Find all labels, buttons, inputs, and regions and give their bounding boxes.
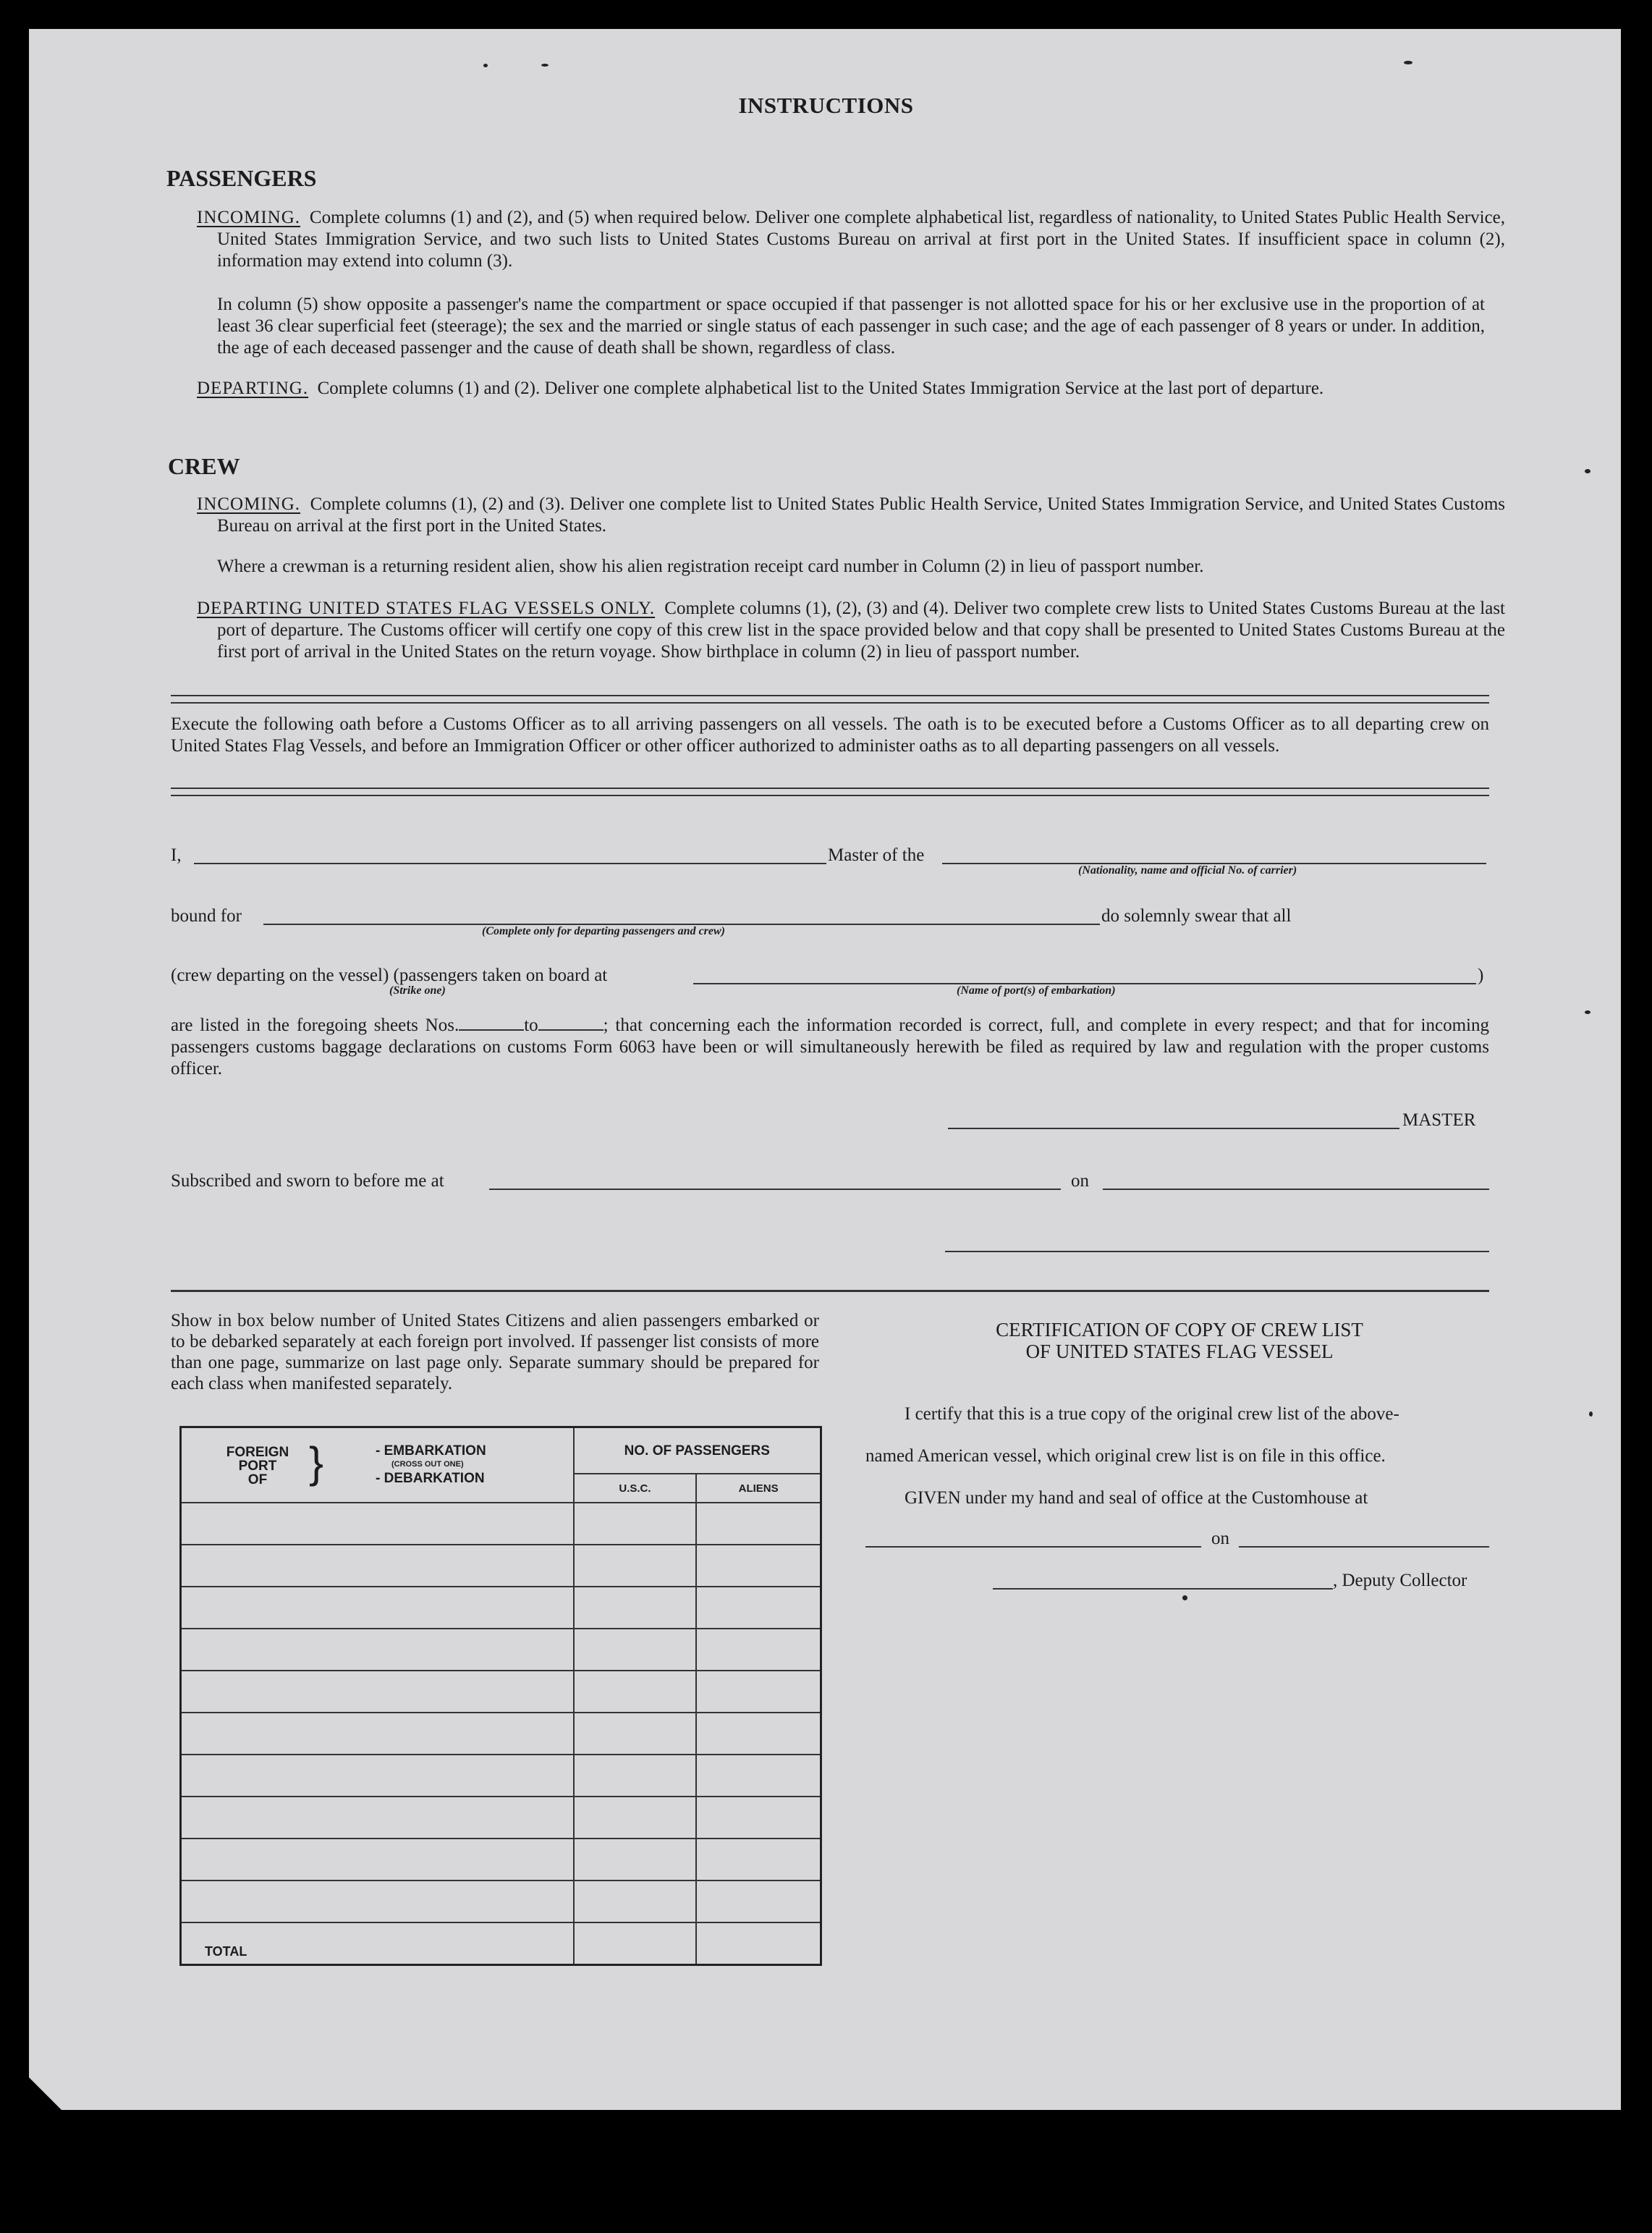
scan-speck — [1182, 1595, 1187, 1600]
port-hint: (Name of port(s) of embarkation) — [957, 984, 1116, 997]
certification-on-label: on — [1211, 1529, 1229, 1548]
listed-text: ; that concerning each the information recorded is correct, full, and complete in every respect; and that for incoming passengers customs baggage declarations on customs Form 6063 have been or will simultaneously herewith be filed as required by law and regulation with the proper customs officer. — [171, 1016, 1489, 1078]
passengers-departing-paragraph — [197, 378, 1505, 400]
deputy-signature-field[interactable] — [993, 1588, 1333, 1590]
usc-cell[interactable] — [574, 1839, 697, 1880]
master-label: MASTER — [1402, 1110, 1476, 1130]
passengers-departing-label: DEPARTING. — [197, 379, 309, 398]
usc-cell[interactable] — [574, 1713, 697, 1755]
bound-for-label: bound for — [171, 906, 242, 926]
master-name-field[interactable] — [194, 863, 826, 864]
strike-one-hint: (Strike one) — [389, 984, 446, 997]
sheet-to-field[interactable] — [538, 1016, 603, 1031]
crew-resident-paragraph: Where a crewman is a returning resident alien, show his alien registration receipt card number in Column (2) in lieu of passport number. — [217, 557, 1204, 576]
debarkation-label: - DEBARKATION — [376, 1471, 485, 1486]
certification-title-2: OF UNITED STATES FLAG VESSEL — [1025, 1341, 1334, 1362]
usc-cell[interactable] — [574, 1629, 697, 1671]
aliens-cell[interactable] — [696, 1587, 821, 1629]
port-cell[interactable] — [181, 1503, 574, 1545]
section-rule — [171, 1290, 1489, 1292]
crew-departing-paragraph — [197, 598, 1505, 663]
usc-cell[interactable] — [574, 1503, 697, 1545]
summary-instruction: Show in box below number of United States Citizens and alien passengers embarked or to be debarked separately at each foreign port involved. If passenger list consists of more than one page, summarize on last page only. Separate summary should be prepared for each class when manifested separately. — [171, 1311, 819, 1393]
scan-speck — [1589, 1411, 1593, 1417]
scan-speck — [1585, 469, 1590, 473]
passengers-incoming-label: INCOMING. — [197, 208, 301, 227]
total-label: TOTAL — [181, 1922, 574, 1964]
port-cell[interactable] — [181, 1755, 574, 1797]
double-rule-bottom — [171, 788, 1489, 796]
bound-for-hint: (Complete only for departing passengers and crew) — [482, 925, 725, 937]
aliens-cell[interactable] — [696, 1880, 821, 1922]
aliens-total-cell[interactable] — [696, 1922, 821, 1964]
usc-cell[interactable] — [574, 1755, 697, 1797]
crew-departing-oath-label: (crew departing on the vessel) (passengers taken on board at — [171, 966, 608, 985]
master-signature-field[interactable] — [948, 1128, 1399, 1129]
nationality-hint: (Nationality, name and official No. of carrier) — [1078, 864, 1297, 877]
usc-cell[interactable] — [574, 1671, 697, 1713]
page-title: INSTRUCTIONS — [738, 93, 914, 118]
aliens-cell[interactable] — [696, 1503, 821, 1545]
foreign-label: FOREIGN — [226, 1445, 289, 1460]
aliens-cell[interactable] — [696, 1671, 821, 1713]
aliens-cell[interactable] — [696, 1839, 821, 1880]
passengers-heading: PASSENGERS — [166, 165, 317, 191]
usc-cell[interactable] — [574, 1880, 697, 1922]
port-cell[interactable] — [181, 1880, 574, 1922]
scan-speck — [541, 64, 548, 67]
certification-line-1: I certify that this is a true copy of the original crew list of the above- — [905, 1404, 1399, 1424]
cross-out-label: (CROSS OUT ONE) — [391, 1460, 464, 1469]
listed-paragraph — [171, 1015, 1489, 1080]
passengers-incoming-text: Complete columns (1) and (2), and (5) when required below. Deliver one complete alphabetical list, regardless of nationality, to United States Public Health Service, United States Immigration Service, and two such lists to United States Customs Bureau on arrival at first port in the United States. If insufficient space in column (2), information may extend into column (3). — [217, 208, 1506, 271]
master-of-label: Master of the — [828, 845, 925, 865]
swear-label: do solemnly swear that all — [1101, 906, 1292, 926]
sworn-place-field[interactable] — [489, 1189, 1061, 1190]
brace: } — [309, 1438, 324, 1487]
scan-speck — [1585, 1010, 1590, 1014]
passengers-departing-text: Complete columns (1) and (2). Deliver one complete alphabetical list to the United States Immigration Service at the last port of departure. — [317, 379, 1324, 398]
port-cell[interactable] — [181, 1671, 574, 1713]
certification-line-2: named American vessel, which original crew list is on file in this office. — [865, 1446, 1386, 1466]
no-of-passengers-header: NO. OF PASSENGERS — [574, 1427, 821, 1474]
crew-departing-label: DEPARTING UNITED STATES FLAG VESSELS ONLY. — [197, 599, 656, 618]
scan-speck — [483, 64, 488, 67]
crew-heading: CREW — [168, 453, 240, 479]
port-cell[interactable] — [181, 1629, 574, 1671]
port-cell[interactable] — [181, 1545, 574, 1587]
port-cell[interactable] — [181, 1713, 574, 1755]
aliens-cell[interactable] — [696, 1629, 821, 1671]
usc-cell[interactable] — [574, 1797, 697, 1839]
crew-departing-text: Complete columns (1), (2), (3) and (4). Deliver two complete crew lists to United States Customs Bureau at the last port of departure. The Customs officer will certify one copy of this crew list in the space provided below and that copy shall be presented to United States Customs Bureau at the first port of arrival in the United States on the return voyage. Show birthplace in column (2) in lieu of passport number. — [217, 599, 1506, 662]
customhouse-field[interactable] — [865, 1546, 1201, 1548]
subscribed-label: Subscribed and sworn to before me at — [171, 1171, 444, 1191]
scan-speck — [1404, 61, 1412, 64]
certification-line-3: GIVEN under my hand and seal of office at the Customhouse at — [905, 1488, 1368, 1508]
sworn-on-label: on — [1071, 1171, 1089, 1191]
port-cell[interactable] — [181, 1839, 574, 1880]
listed-prefix: are listed in the foregoing sheets Nos. — [171, 1016, 459, 1035]
aliens-cell[interactable] — [696, 1797, 821, 1839]
certification-date-field[interactable] — [1239, 1546, 1489, 1548]
port-header-cell — [181, 1427, 574, 1503]
double-rule-top — [171, 695, 1489, 704]
usc-total-cell[interactable] — [574, 1922, 697, 1964]
close-paren: ) — [1478, 966, 1484, 985]
crew-incoming-text: Complete columns (1), (2) and (3). Deliver one complete list to United States Public Health Service, United States Immigration Service, and United States Customs Bureau on arrival at the first port in the United States. — [217, 494, 1506, 536]
officer-signature-field[interactable] — [945, 1251, 1489, 1252]
passengers-incoming-paragraph — [197, 207, 1505, 272]
crew-incoming-label: INCOMING. — [197, 494, 301, 514]
passenger-summary-table — [179, 1426, 822, 1966]
oath-i-label: I, — [171, 845, 182, 865]
usc-cell[interactable] — [574, 1587, 697, 1629]
embarkation-label: - EMBARKATION — [376, 1443, 486, 1459]
sworn-date-field[interactable] — [1103, 1189, 1489, 1190]
usc-header: U.S.C. — [574, 1474, 697, 1503]
aliens-cell[interactable] — [696, 1545, 821, 1587]
crew-incoming-paragraph — [197, 494, 1505, 537]
passengers-column5-paragraph: In column (5) show opposite a passenger's name the compartment or space occupied if that passenger is not allotted space for his or her exclusive use in the proportion of at least 36 clear superficial feet (steerage); the sex and the married or single status of each passenger in such case; and the age of each passenger of 8 years or under. In addition, the age of each deceased passenger and the cause of death shall be shown, regardless of class. — [217, 295, 1485, 358]
to-label: to — [524, 1016, 538, 1035]
port-cell[interactable] — [181, 1587, 574, 1629]
port-cell[interactable] — [181, 1797, 574, 1839]
certification-title-1: CERTIFICATION OF COPY OF CREW LIST — [996, 1319, 1363, 1341]
sheet-from-field[interactable] — [459, 1016, 524, 1031]
aliens-header: ALIENS — [696, 1474, 821, 1503]
port-label: PORT — [238, 1459, 277, 1474]
aliens-cell[interactable] — [696, 1755, 821, 1797]
folded-corner — [29, 2077, 65, 2114]
of-label: OF — [247, 1472, 268, 1487]
aliens-cell[interactable] — [696, 1713, 821, 1755]
oath-instruction: Execute the following oath before a Customs Officer as to all arriving passengers on all vessels. The oath is to be executed before a Customs Officer as to all departing crew on United States Flag Vessels, and before an Immigration Officer or other officer authorized to administer oaths as to all departing passengers on all vessels. — [171, 714, 1489, 756]
deputy-collector-label: , Deputy Collector — [1333, 1571, 1467, 1590]
usc-cell[interactable] — [574, 1545, 697, 1587]
